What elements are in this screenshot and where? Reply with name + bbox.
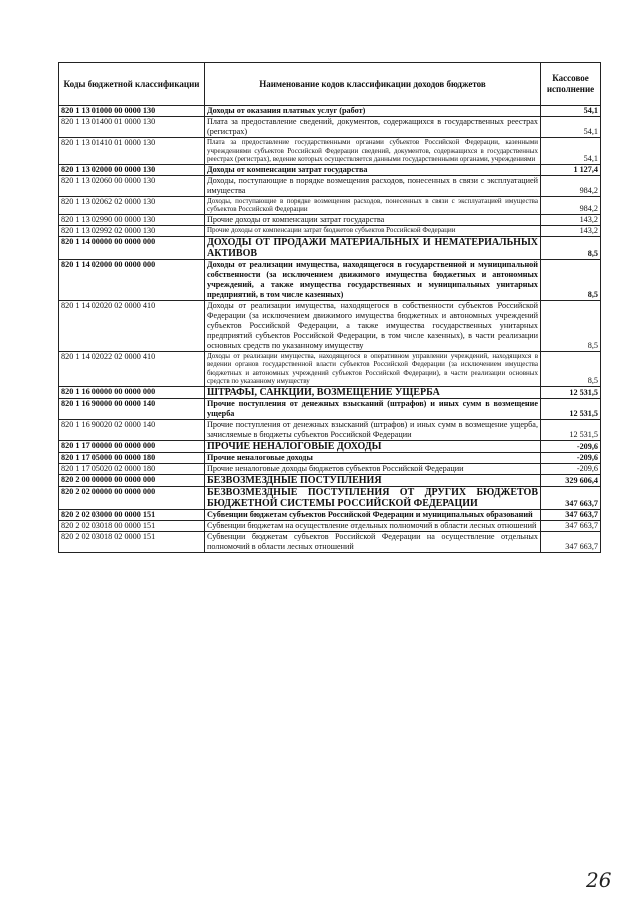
row-value: 12 531,5 bbox=[541, 419, 601, 440]
table-row bbox=[59, 259, 601, 300]
table-row bbox=[59, 474, 601, 486]
table-row bbox=[59, 440, 601, 452]
row-name: Доходы, поступающие в порядке возмещения расходов, понесенных в связи с эксплуатацией имущества bbox=[205, 175, 541, 196]
row-code: 820 1 13 02992 02 0000 130 bbox=[59, 225, 205, 236]
row-name: Прочие доходы от компенсации затрат государства bbox=[205, 214, 541, 225]
row-value: 8,5 bbox=[541, 236, 601, 259]
row-value: 54,1 bbox=[541, 117, 601, 138]
row-code: 820 1 16 00000 00 0000 000 bbox=[59, 386, 205, 398]
row-code: 820 1 14 00000 00 0000 000 bbox=[59, 236, 205, 259]
row-code: 820 1 13 02062 02 0000 130 bbox=[59, 196, 205, 214]
page-number: 26 bbox=[586, 868, 612, 892]
table-row bbox=[59, 463, 601, 474]
row-value: 347 663,7 bbox=[541, 486, 601, 509]
table-row bbox=[59, 164, 601, 175]
row-value: -209,6 bbox=[541, 463, 601, 474]
row-value: 347 663,7 bbox=[541, 520, 601, 531]
row-code: 820 1 17 00000 00 0000 000 bbox=[59, 440, 205, 452]
row-value: 143,2 bbox=[541, 225, 601, 236]
table-row bbox=[59, 117, 601, 138]
row-name: Доходы, поступающие в порядке возмещения расходов, понесенных в связи с эксплуатацией имущества субъектов Российской Федерации bbox=[205, 196, 541, 214]
row-code: 820 1 14 02022 02 0000 410 bbox=[59, 351, 205, 386]
row-name: БЕЗВОЗМЕЗДНЫЕ ПОСТУПЛЕНИЯ ОТ ДРУГИХ БЮДЖЕТОВ БЮДЖЕТНОЙ СИСТЕМЫ РОССИЙСКОЙ ФЕДЕРАЦИИ bbox=[205, 486, 541, 509]
row-value: 984,2 bbox=[541, 196, 601, 214]
row-value: 1 127,4 bbox=[541, 164, 601, 175]
table-row bbox=[59, 214, 601, 225]
row-name: Прочие неналоговые доходы бюджетов субъектов Российской Федерации bbox=[205, 463, 541, 474]
table-row bbox=[59, 225, 601, 236]
row-code: 820 1 14 02000 00 0000 000 bbox=[59, 259, 205, 300]
row-code: 820 1 16 90000 00 0000 140 bbox=[59, 398, 205, 419]
row-code: 820 1 14 02020 02 0000 410 bbox=[59, 300, 205, 351]
row-name: Прочие поступления от денежных взысканий (штрафов) и иных сумм в возмещение ущерба bbox=[205, 398, 541, 419]
row-name: Плата за предоставление государственными органами субъектов Российской Федерации, казенными учреждениями субъектов Российской Федерации сведений, документов, содержащихся в государственных реестрах (регистрах), ведение которых осуществляется данными государственными органами, учреждениями bbox=[205, 138, 541, 165]
row-value: 54,1 bbox=[541, 106, 601, 117]
row-name: Прочие поступления от денежных взысканий (штрафов) и иных сумм в возмещение ущерба, зачисляемые в бюджеты субъектов Российской Федерации bbox=[205, 419, 541, 440]
table-row bbox=[59, 351, 601, 386]
header-codes: Коды бюджетной классификации bbox=[59, 63, 205, 106]
row-name: Доходы от реализации имущества, находящегося в государственной и муниципальной собственности (за исключением движимого имущества бюджетных и автономных учреждений, а также имущества государственных и муниципальных унитарных предприятий, в том числе казенных) bbox=[205, 259, 541, 300]
row-name: Субвенции бюджетам субъектов Российской Федерации и муниципальных образований bbox=[205, 509, 541, 520]
table-row bbox=[59, 386, 601, 398]
row-value: 347 663,7 bbox=[541, 531, 601, 552]
row-name: ДОХОДЫ ОТ ПРОДАЖИ МАТЕРИАЛЬНЫХ И НЕМАТЕРИАЛЬНЫХ АКТИВОВ bbox=[205, 236, 541, 259]
table-row bbox=[59, 196, 601, 214]
table-row bbox=[59, 520, 601, 531]
row-value: 8,5 bbox=[541, 300, 601, 351]
row-code: 820 1 17 05000 00 0000 180 bbox=[59, 452, 205, 463]
row-name: Доходы от реализации имущества, находящегося в оперативном управлении учреждений, находящихся в ведении органов государственной власти субъектов Российской Федерации (за исключением имущества бюджетных и автономных учреждений субъектов Российской Федерации), в части реализации основных средств по указанному имуществу bbox=[205, 351, 541, 386]
row-code: 820 1 13 02060 00 0000 130 bbox=[59, 175, 205, 196]
row-code: 820 1 13 01410 01 0000 130 bbox=[59, 138, 205, 165]
header-values: Кассовое исполнение bbox=[541, 63, 601, 106]
row-name: Плата за предоставление сведений, документов, содержащихся в государственных реестрах (регистрах) bbox=[205, 117, 541, 138]
row-value: 12 531,5 bbox=[541, 386, 601, 398]
table-row bbox=[59, 419, 601, 440]
table-row bbox=[59, 138, 601, 165]
row-name: Прочие неналоговые доходы bbox=[205, 452, 541, 463]
table-row bbox=[59, 236, 601, 259]
row-value: 8,5 bbox=[541, 351, 601, 386]
row-name: БЕЗВОЗМЕЗДНЫЕ ПОСТУПЛЕНИЯ bbox=[205, 474, 541, 486]
table-row bbox=[59, 486, 601, 509]
row-code: 820 1 13 02000 00 0000 130 bbox=[59, 164, 205, 175]
row-value: 12 531,5 bbox=[541, 398, 601, 419]
row-value: -209,6 bbox=[541, 452, 601, 463]
row-code: 820 2 00 00000 00 0000 000 bbox=[59, 474, 205, 486]
header-names: Наименование кодов классификации доходов бюджетов bbox=[205, 63, 541, 106]
row-name: Субвенции бюджетам субъектов Российской Федерации на осуществление отдельных полномочий в области лесных отношений bbox=[205, 531, 541, 552]
row-value: 8,5 bbox=[541, 259, 601, 300]
table-body bbox=[59, 106, 601, 553]
table-row bbox=[59, 175, 601, 196]
row-code: 820 2 02 00000 00 0000 000 bbox=[59, 486, 205, 509]
row-code: 820 2 02 03018 00 0000 151 bbox=[59, 520, 205, 531]
row-code: 820 2 02 03000 00 0000 151 bbox=[59, 509, 205, 520]
row-value: 329 606,4 bbox=[541, 474, 601, 486]
table-row bbox=[59, 398, 601, 419]
row-name: Прочие доходы от компенсации затрат бюджетов субъектов Российской Федерации bbox=[205, 225, 541, 236]
row-code: 820 1 16 90020 02 0000 140 bbox=[59, 419, 205, 440]
table-row bbox=[59, 531, 601, 552]
row-value: 143,2 bbox=[541, 214, 601, 225]
row-code: 820 2 02 03018 02 0000 151 bbox=[59, 531, 205, 552]
row-name: ШТРАФЫ, САНКЦИИ, ВОЗМЕЩЕНИЕ УЩЕРБА bbox=[205, 386, 541, 398]
table-row bbox=[59, 300, 601, 351]
row-value: 347 663,7 bbox=[541, 509, 601, 520]
row-value: 54,1 bbox=[541, 138, 601, 165]
row-code: 820 1 13 02990 00 0000 130 bbox=[59, 214, 205, 225]
row-code: 820 1 17 05020 02 0000 180 bbox=[59, 463, 205, 474]
row-name: Доходы от оказания платных услуг (работ) bbox=[205, 106, 541, 117]
table-row bbox=[59, 452, 601, 463]
budget-income-table bbox=[58, 62, 601, 553]
table-header-row bbox=[59, 63, 601, 106]
row-name: Субвенции бюджетам на осуществление отдельных полномочий в области лесных отношений bbox=[205, 520, 541, 531]
row-name: Доходы от реализации имущества, находящегося в собственности субъектов Российской Федерации (за исключением движимого имущества бюджетных и автономных учреждений субъектов Российской Федерации, а также имущества государственных унитарных предприятий субъектов Российской Федерации, в том числе казенных), в части реализации основных средств по указанному имуществу bbox=[205, 300, 541, 351]
row-value: -209,6 bbox=[541, 440, 601, 452]
table-row bbox=[59, 509, 601, 520]
row-code: 820 1 13 01000 00 0000 130 bbox=[59, 106, 205, 117]
row-value: 984,2 bbox=[541, 175, 601, 196]
row-code: 820 1 13 01400 01 0000 130 bbox=[59, 117, 205, 138]
row-name: Доходы от компенсации затрат государства bbox=[205, 164, 541, 175]
row-name: ПРОЧИЕ НЕНАЛОГОВЫЕ ДОХОДЫ bbox=[205, 440, 541, 452]
table-row bbox=[59, 106, 601, 117]
